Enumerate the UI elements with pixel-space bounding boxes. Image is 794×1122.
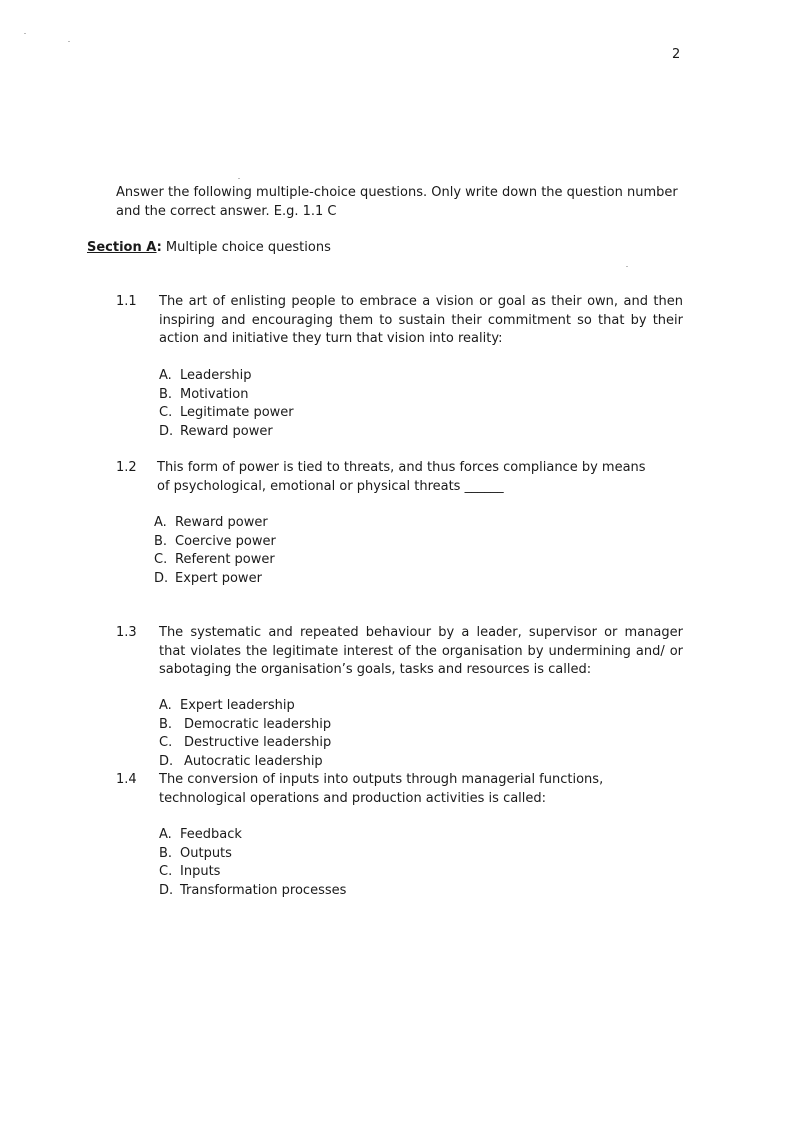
answer-option <box>159 882 346 901</box>
option-text: Motivation <box>180 386 249 402</box>
option-letter: D. <box>159 753 174 769</box>
question-number: 1.3 <box>116 625 137 640</box>
answer-options <box>159 826 346 900</box>
answer-option <box>154 514 276 533</box>
answer-option <box>159 753 331 772</box>
option-text: Legitimate power <box>180 405 294 421</box>
option-letter: B. <box>159 845 173 861</box>
option-letter: B. <box>154 533 168 549</box>
option-text: Democratic leadership <box>184 716 332 732</box>
question-text: This form of power is tied to threats, and thus forces compliance by means of psychological, emotional or physical threats ______ <box>157 460 646 494</box>
answer-option <box>159 367 294 386</box>
option-text: Expert leadership <box>180 698 295 713</box>
option-letter: D. <box>159 882 174 898</box>
answer-option <box>154 533 276 552</box>
option-text: Transformation processes <box>180 882 347 898</box>
question-number: 1.1 <box>116 294 137 309</box>
option-text: Reward power <box>175 515 268 530</box>
section-colon: : <box>156 240 162 255</box>
option-text: Inputs <box>180 864 221 880</box>
answer-option <box>159 845 346 864</box>
scan-speck <box>238 178 240 179</box>
scan-speck <box>626 266 628 267</box>
scan-speck <box>68 41 70 42</box>
answer-options <box>154 514 276 588</box>
section-heading <box>87 239 331 258</box>
option-letter: A. <box>154 515 167 530</box>
option-text: Destructive leadership <box>184 735 332 751</box>
page-number: 2 <box>672 47 681 62</box>
section-title: Multiple choice questions <box>165 240 331 255</box>
option-text: Feedback <box>180 827 242 842</box>
scan-speck <box>24 33 26 34</box>
question-number: 1.2 <box>116 460 137 475</box>
option-text: Coercive power <box>175 533 276 549</box>
answer-option <box>159 386 294 405</box>
option-text: Outputs <box>180 845 232 861</box>
answer-option <box>159 697 331 716</box>
answer-option <box>159 423 294 442</box>
option-letter: A. <box>159 698 172 713</box>
option-text: Referent power <box>175 552 275 568</box>
question-text: The art of enlisting people to embrace a vision or goal as their own, and then inspiring and encouraging them to sustain their commitment so that by their action and initiative they turn that vision into reality: <box>159 294 683 347</box>
option-letter: B. <box>159 386 173 402</box>
answer-options <box>159 367 294 441</box>
option-letter: B. <box>159 716 173 732</box>
option-letter: A. <box>159 827 172 842</box>
answer-option <box>154 551 276 570</box>
question-text: The conversion of inputs into outputs through managerial functions, technological operations and production activities is called: <box>159 772 604 806</box>
section-label: Section A <box>87 240 157 255</box>
question-text: The systematic and repeated behaviour by a leader, supervisor or manager that violates the legitimate interest of the organisation by undermining and/ or sabotaging the organisation’s goals, tasks and resources is called: <box>159 625 683 678</box>
option-letter: C. <box>159 864 173 880</box>
answer-option <box>159 826 346 845</box>
question-number: 1.4 <box>116 772 137 787</box>
answer-option <box>154 570 276 589</box>
option-text: Expert power <box>175 570 262 586</box>
option-text: Reward power <box>180 423 273 439</box>
option-text: Leadership <box>180 368 252 383</box>
option-letter: C. <box>159 405 173 421</box>
option-letter: A. <box>159 368 172 383</box>
option-letter: C. <box>154 552 168 568</box>
answer-option <box>159 863 346 882</box>
answer-option <box>159 404 294 423</box>
option-letter: D. <box>154 570 169 586</box>
answer-options <box>159 697 331 771</box>
option-text: Autocratic leadership <box>184 753 323 769</box>
option-letter: C. <box>159 735 173 751</box>
answer-option <box>159 716 331 735</box>
instructions-text: Answer the following multiple-choice questions. Only write down the question number and the correct answer. E.g. 1.1 C <box>116 185 678 219</box>
answer-option <box>159 734 331 753</box>
option-letter: D. <box>159 423 174 439</box>
